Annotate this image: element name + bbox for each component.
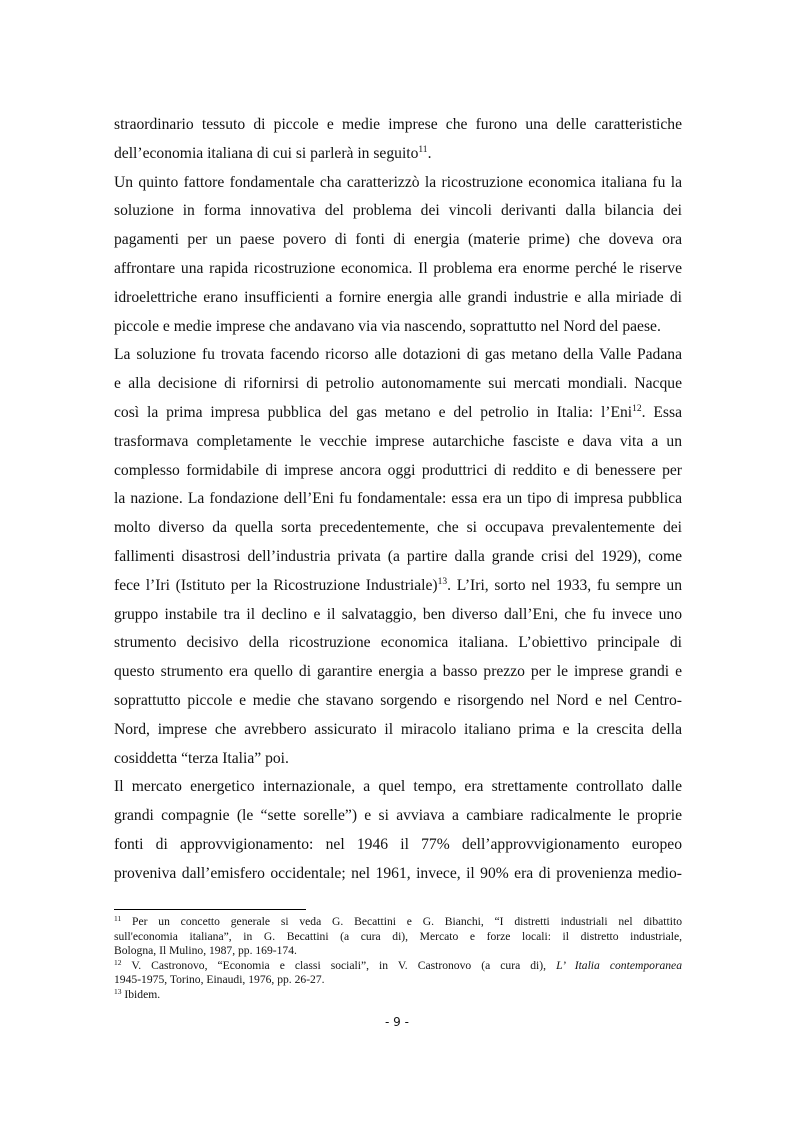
line-text: soprattutto piccole e medie che stavano sorgendo e risorgendo nel Nord e nel Centro- <box>114 691 682 709</box>
text-line <box>114 543 682 572</box>
line-text: così la prima impresa pubblica del gas metano e del petrolio in Italia: l’Eni <box>114 403 633 421</box>
footnote-italic: L’ Italia contemporanea <box>556 958 682 972</box>
text-line <box>114 111 682 140</box>
text-line <box>114 629 682 658</box>
line-text: pagamenti per un paese povero di fonti di energia (materie prime) che doveva ora <box>114 231 682 249</box>
text-line <box>114 140 682 169</box>
text-line <box>114 169 682 198</box>
line-text: Nord, imprese che avrebbero assicurato il miracolo italiano prima e la crescita della <box>114 720 682 738</box>
text-line <box>114 370 682 399</box>
text-line <box>114 428 682 457</box>
footnote-text: Bologna, Il Mulino, 1987, pp. 169-174. <box>114 944 297 958</box>
footnote-number: 13 <box>114 987 122 996</box>
line-text: trasformava completamente le vecchie imprese autarchiche fasciste e dava vita a un <box>114 432 682 450</box>
text-line <box>114 255 682 284</box>
text-line <box>114 802 682 831</box>
text-line <box>114 658 682 687</box>
footnote-line <box>114 930 682 945</box>
line-text: questo strumento era quello di garantire energia a basso prezzo per le imprese grandi e <box>114 663 682 681</box>
line-text: proveniva dall’emisfero occidentale; nel 1961, invece, il 90% era di provenienza medio- <box>114 864 682 882</box>
line-text: fonti di approvvigionamento: nel 1946 il 77% dell’approvvigionamento europeo <box>114 835 682 853</box>
footnote-number: 11 <box>114 915 122 923</box>
line-text: La soluzione fu trovata facendo ricorso alle dotazioni di gas metano della Valle Padana <box>114 346 682 364</box>
line-text: la nazione. La fondazione dell’Eni fu fondamentale: essa era un tipo di impresa pubblica <box>114 490 682 508</box>
text-line <box>114 284 682 313</box>
footnote-text: Per un concetto generale si veda G. Becattini e G. Bianchi, “I distretti industriali nel dibattito <box>121 915 682 928</box>
text-line <box>114 341 682 370</box>
line-text: e alla decisione di rifornirsi di petrolio autonomamente sui mercati mondiali. Nacque <box>114 375 682 393</box>
line-text: fece l’Iri (Istituto per la Ricostruzione Industriale) <box>114 576 438 594</box>
line-text: cosiddetta “terza Italia” poi. <box>114 749 289 767</box>
line-text-cont: . Essa <box>641 403 682 421</box>
text-line <box>114 399 682 428</box>
line-text-cont: . L’Iri, sorto nel 1933, fu sempre un <box>447 576 682 594</box>
text-line <box>114 773 682 802</box>
line-text: Il mercato energetico internazionale, a quel tempo, era strettamente controllato dalle <box>114 778 682 796</box>
line-text: complesso formidabile di imprese ancora oggi produttrici di reddito e di benessere per <box>114 461 682 479</box>
line-text: gruppo instabile tra il declino e il salvataggio, ben diverso dall’Eni, che fu invece uno <box>114 605 682 623</box>
footnote-text: sull'economia italiana”, in G. Becattini (a cura di), Mercato e forze locali: il distretto industriale, <box>114 929 682 943</box>
line-text: dell’economia italiana di cui si parlerà in seguito <box>114 144 419 162</box>
text-line <box>114 601 682 630</box>
text-line <box>114 514 682 543</box>
text-line <box>114 313 682 342</box>
footnote-text: V. Castronovo, “Economia e classi sociali”, in V. Castronovo (a cura di), <box>121 958 557 972</box>
line-text: Un quinto fattore fondamentale cha caratterizzò la ricostruzione economica italiana fu la <box>114 173 682 191</box>
footnote-number: 12 <box>114 958 122 967</box>
text-line <box>114 457 682 486</box>
footnote-ref: 13 <box>437 576 448 587</box>
line-text: grandi compagnie (le “sette sorelle”) e si avviava a cambiare radicalmente le proprie <box>114 807 682 825</box>
footnote-line <box>114 915 682 930</box>
line-text: strumento decisivo della ricostruzione economica italiana. L’obiettivo principale di <box>114 634 682 652</box>
text-line <box>114 716 682 745</box>
line-text: affrontare una rapida ricostruzione economica. Il problema era enorme perché le riserve <box>114 259 682 277</box>
text-line <box>114 226 682 255</box>
line-text: straordinario tessuto di piccole e medie imprese che furono una delle caratteristiche <box>114 116 682 133</box>
footnote-ref: 11 <box>418 144 428 155</box>
text-line <box>114 831 682 860</box>
text-line <box>114 745 682 774</box>
footnote-line <box>114 959 682 974</box>
line-text-cont: . <box>427 144 432 162</box>
text-line <box>114 687 682 716</box>
footnote-line <box>114 944 682 959</box>
footnote-line <box>114 988 682 1003</box>
text-line <box>114 860 682 889</box>
line-text: fallimenti disastrosi dell’industria privata (a partire dalla grande crisi del 1929), come <box>114 547 682 565</box>
page-number: - 9 - <box>385 1015 409 1029</box>
line-text: idroelettriche erano insufficienti a fornire energia alle grandi industrie e alla miriade di <box>114 288 682 306</box>
footnote-text: 1945-1975, Torino, Einaudi, 1976, pp. 26-27. <box>114 973 325 987</box>
footnote-separator <box>114 909 306 910</box>
footnote-text: Ibidem. <box>121 987 161 1001</box>
line-text: soluzione in forma innovativa del problema dei vincoli derivanti dalla bilancia dei <box>114 202 682 220</box>
text-line <box>114 485 682 514</box>
footnote-line <box>114 973 682 988</box>
line-text: piccole e medie imprese che andavano via via nascendo, soprattutto nel Nord del paese. <box>114 317 661 335</box>
body-text <box>114 111 682 889</box>
text-line <box>114 572 682 601</box>
text-line <box>114 197 682 226</box>
footnotes <box>114 915 682 1003</box>
footnote-ref: 12 <box>632 403 642 414</box>
line-text: molto diverso da quella sorta precedentemente, che si occupava prevalentemente dei <box>114 519 682 537</box>
